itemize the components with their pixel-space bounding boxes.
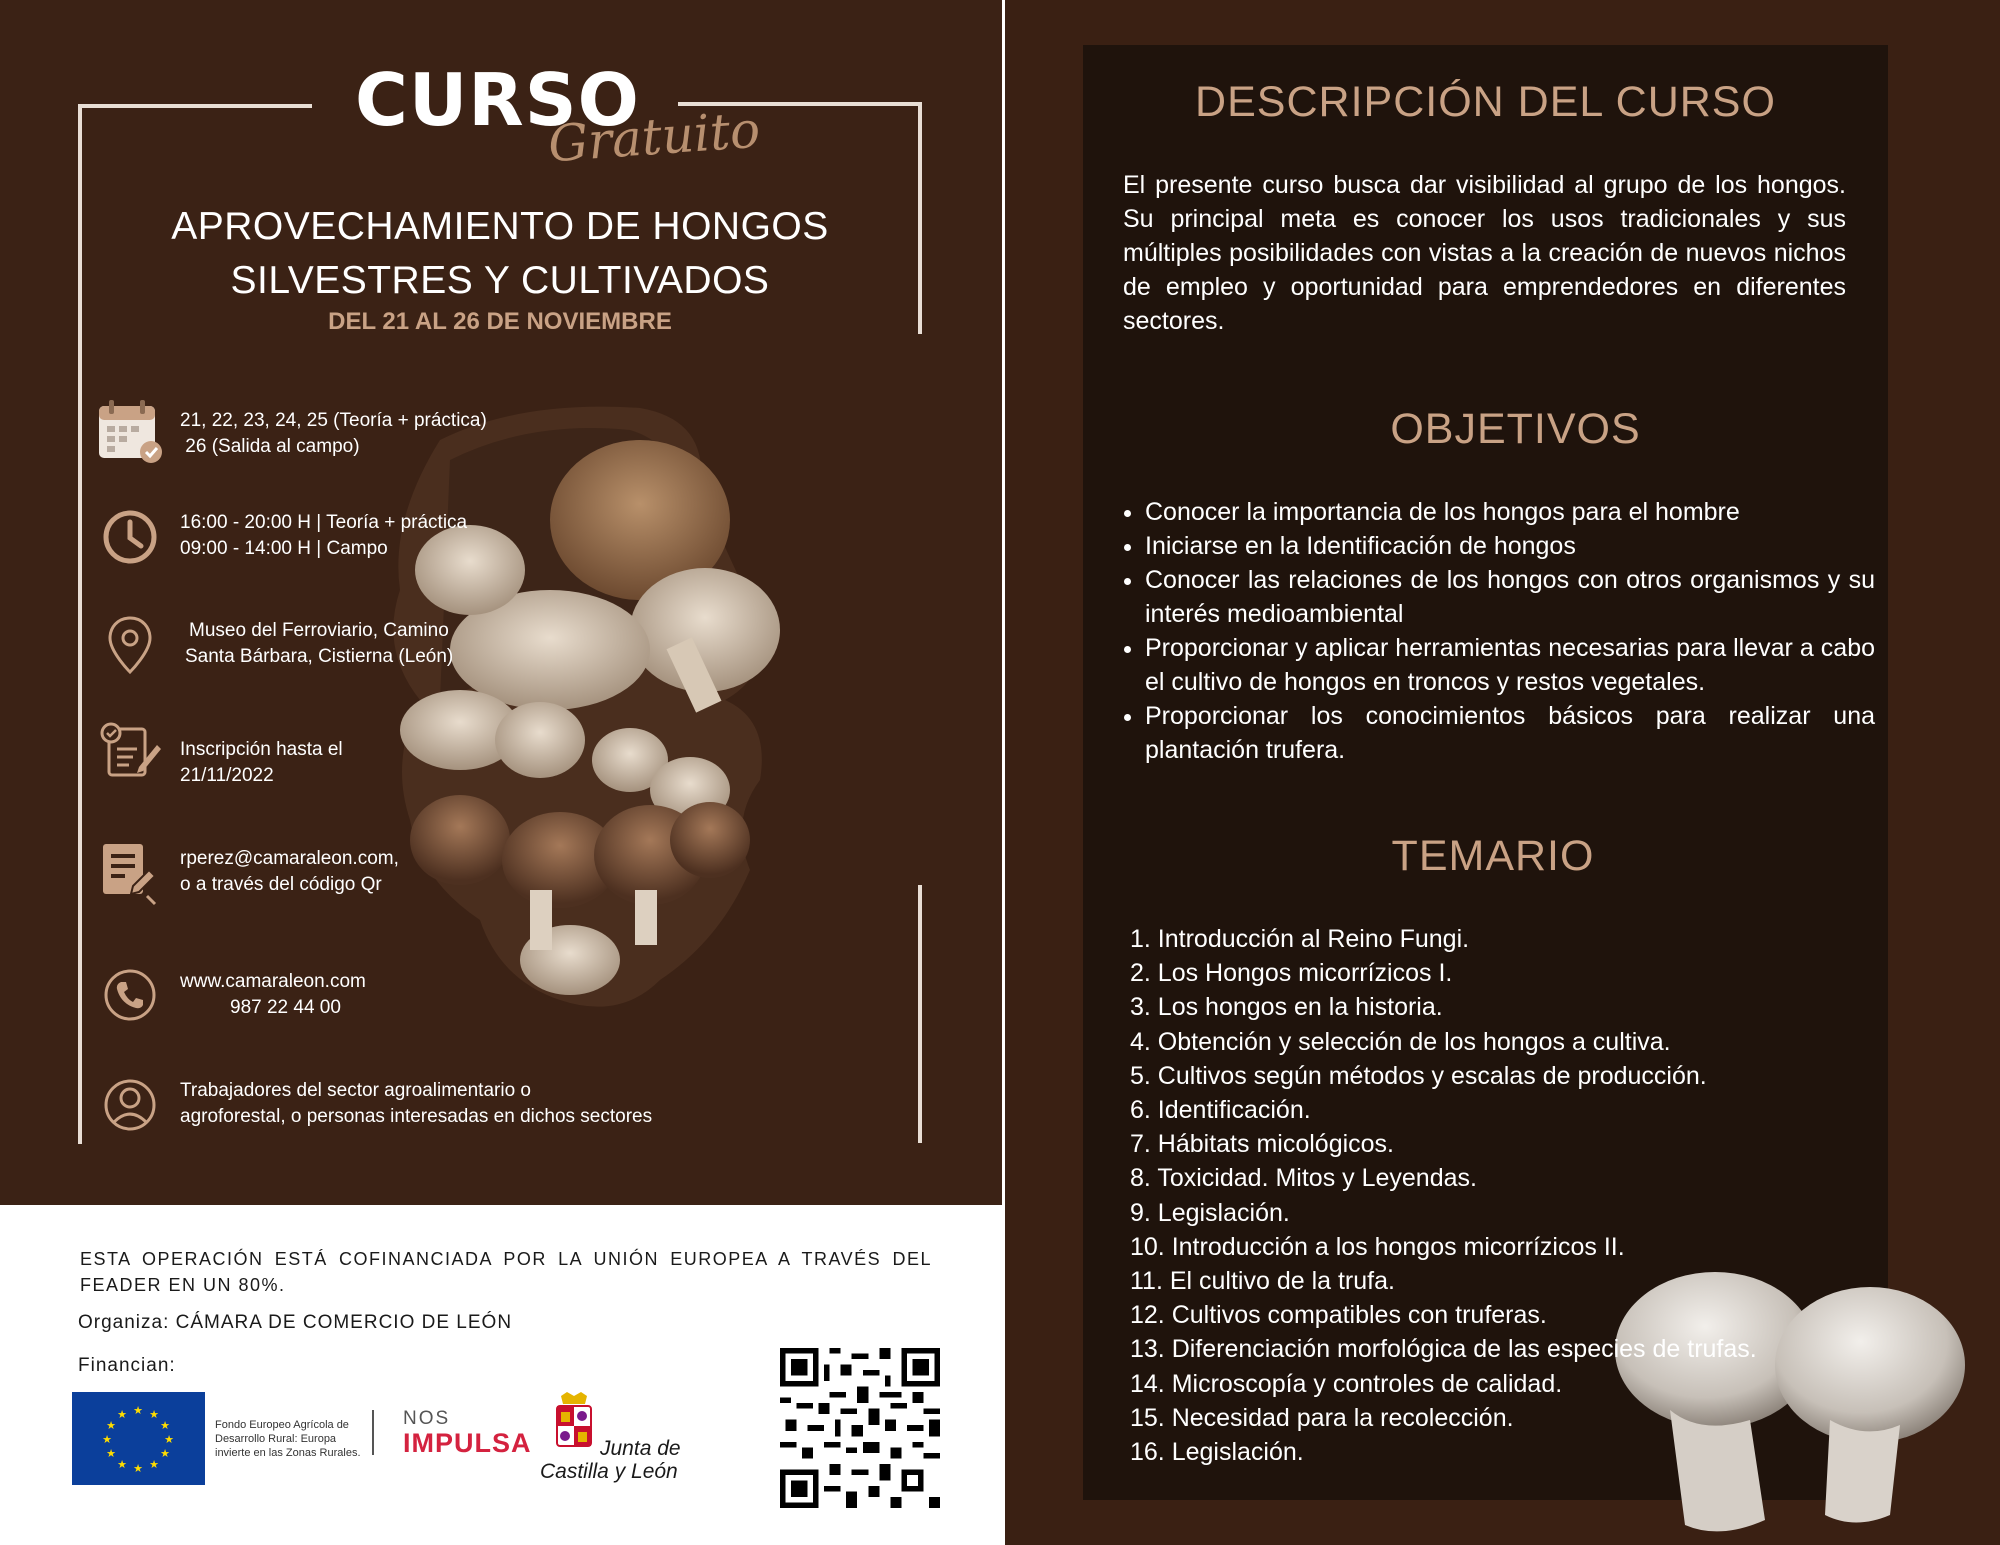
list-item: 16. Legislación.: [1130, 1438, 1304, 1467]
info-line: Museo del Ferroviario, Camino: [189, 620, 449, 641]
mushroom-photo: [380, 400, 940, 1030]
info-line: 987 22 44 00: [230, 997, 341, 1018]
svg-text:★: ★: [106, 1447, 116, 1460]
svg-text:★: ★: [160, 1447, 170, 1460]
info-text: [185, 618, 453, 670]
svg-text:★: ★: [160, 1419, 170, 1432]
location-pin-icon: [95, 610, 165, 680]
curso-title: CURSO: [355, 58, 640, 142]
syllabus-list: [1130, 922, 1757, 1469]
svg-text:★: ★: [164, 1433, 174, 1446]
nos-impulsa-logo-impulsa: IMPULSA: [403, 1428, 532, 1458]
gratuito-script: Gratuito: [546, 100, 762, 174]
document-edit-icon: [95, 838, 165, 908]
svg-text:★: ★: [133, 1404, 143, 1417]
user-icon: [95, 1070, 165, 1140]
list-item: • Conocer la importancia de los hongos para el hombre: [1145, 495, 1875, 529]
list-item: 1. Introducción al Reino Fungi.: [1130, 925, 1470, 953]
list-item: 8. Toxicidad. Mitos y Leyendas.: [1130, 1164, 1477, 1193]
info-text: [180, 510, 467, 562]
info-line: Inscripción hasta el: [180, 739, 343, 760]
info-line: 26 (Salida al campo): [180, 436, 360, 457]
phone-icon: [95, 960, 165, 1030]
course-dates: DEL 21 AL 26 DE NOVIEMBRE: [328, 308, 672, 335]
info-line: o a través del código Qr: [180, 874, 382, 895]
eu-cofinancing-text: ESTA OPERACIÓN ESTÁ COFINANCIADA POR LA UNIÓN EUROPEA A TRAVÉS DEL FEADER EN UN 80%.: [80, 1249, 932, 1295]
info-line: rperez@camaraleon.com,: [180, 848, 399, 869]
info-text: [180, 969, 366, 1021]
frame-line: [78, 104, 312, 108]
funders-label: Financian:: [78, 1355, 176, 1376]
course-title: [100, 200, 900, 308]
list-item: 9. Legislación.: [1130, 1198, 1290, 1227]
list-item: 6. Identificación.: [1130, 1096, 1311, 1125]
svg-text:★: ★: [149, 1458, 159, 1471]
info-text: [180, 408, 487, 460]
svg-text:★: ★: [149, 1408, 159, 1421]
svg-text:★: ★: [102, 1433, 112, 1446]
frame-line: [78, 104, 82, 1144]
feader-text: Fondo Europeo Agrícola de Desarrollo Rural: Europa invierte en las Zonas Rurales.: [215, 1419, 361, 1459]
info-line: Santa Bárbara, Cistierna (León): [185, 646, 454, 667]
info-line: 21/11/2022: [180, 765, 274, 786]
list-item: • Proporcionar los conocimientos básicos para realizar una plantación trufera.: [1145, 699, 1875, 767]
frame-line: [918, 102, 922, 334]
list-item: 5. Cultivos según métodos y escalas de producción.: [1130, 1061, 1707, 1090]
info-text: [180, 1078, 652, 1130]
list-item: • Proporcionar y aplicar herramientas necesarias para llevar a cabo el cultivo de hongos en troncos y restos vegetales.: [1145, 631, 1875, 699]
description-text: El presente curso busca dar visibilidad al grupo de los hongos. Su principal meta es conocer los usos tradicionales y sus múltiples posibilidades con vistas a la creación de nuevos nichos de empleo y oportunidad para emprendedores en diferentes sectores.: [1123, 171, 1846, 335]
eu-flag-logo: [72, 1392, 205, 1485]
course-title-line2: SILVESTRES Y CULTIVADOS: [230, 259, 770, 302]
description-heading: DESCRIPCIÓN DEL CURSO: [1195, 78, 1776, 126]
list-item: 14. Microscopía y controles de calidad.: [1130, 1369, 1563, 1398]
list-item: 2. Los Hongos micorrízicos I.: [1130, 959, 1453, 988]
list-item: 12. Cultivos compatibles con truferas.: [1130, 1301, 1547, 1330]
list-item: 3. Los hongos en la historia.: [1130, 993, 1443, 1022]
list-item: 7. Hábitats micológicos.: [1130, 1130, 1395, 1159]
info-line: agroforestal, o personas interesadas en dichos sectores: [180, 1106, 653, 1127]
info-line: 21, 22, 23, 24, 25 (Teoría + práctica): [180, 410, 487, 431]
nos-impulsa-logo-nos: NOS: [403, 1408, 451, 1429]
junta-logo-line2: Castilla y León: [540, 1460, 678, 1483]
svg-text:★: ★: [117, 1458, 127, 1471]
objectives-list: [1145, 495, 1875, 767]
organizer: Organiza: CÁMARA DE COMERCIO DE LEÓN: [78, 1312, 513, 1333]
clock-icon: [95, 502, 165, 572]
list-item: 13. Diferenciación morfológica de las especies de trufas.: [1130, 1335, 1757, 1364]
list-item: • Conocer las relaciones de los hongos con otros organismos y su interés medioambiental: [1145, 563, 1875, 631]
objectives-heading: OBJETIVOS: [1390, 405, 1641, 453]
logo-separator: [372, 1410, 374, 1455]
info-line: 09:00 - 14:00 H | Campo: [180, 538, 388, 559]
list-item: 15. Necesidad para la recolección.: [1130, 1403, 1514, 1432]
list-item: 11. El cultivo de la trufa.: [1130, 1267, 1395, 1296]
svg-text:★: ★: [117, 1408, 127, 1421]
info-line: 16:00 - 20:00 H | Teoría + práctica: [180, 512, 468, 533]
svg-text:★: ★: [106, 1419, 116, 1432]
info-line: Trabajadores del sector agroalimentario o: [180, 1080, 531, 1101]
calendar-icon: [95, 398, 165, 468]
list-item: • Iniciarse en la Identificación de hongos: [1145, 529, 1875, 563]
junta-crest-logo: [553, 1390, 595, 1455]
info-line[interactable]: www.camaraleon.com: [180, 971, 366, 992]
syllabus-heading: TEMARIO: [1391, 832, 1595, 880]
list-item: 4. Obtención y selección de los hongos a cultiva.: [1130, 1027, 1671, 1056]
registration-form-icon: [95, 715, 165, 785]
qr-code[interactable]: [780, 1348, 940, 1508]
junta-logo-line1: Junta de: [600, 1437, 681, 1460]
course-title-line1: APROVECHAMIENTO DE HONGOS: [171, 205, 829, 248]
svg-text:★: ★: [133, 1462, 143, 1475]
info-text: [180, 737, 343, 789]
info-text: [180, 846, 399, 898]
list-item: 10. Introducción a los hongos micorrízicos II.: [1130, 1232, 1625, 1261]
